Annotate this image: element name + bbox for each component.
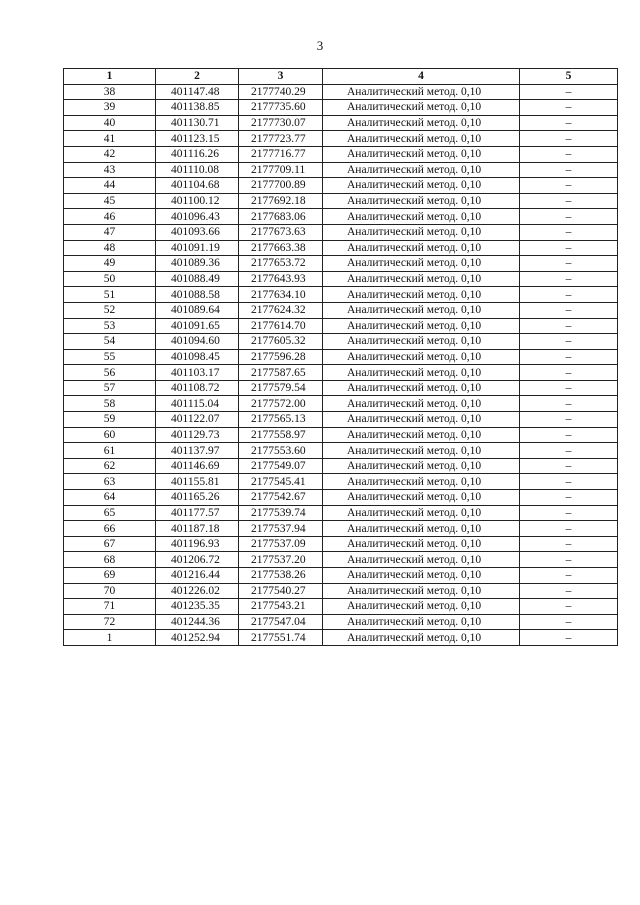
method-cell: Аналитический метод. 0,10 (323, 271, 520, 287)
y-coordinate-cell: 2177537.94 (239, 521, 323, 537)
point-number-cell: 58 (64, 396, 156, 412)
x-coordinate-cell: 401129.73 (156, 427, 239, 443)
y-coordinate-cell: 2177653.72 (239, 256, 323, 272)
point-number-cell: 61 (64, 443, 156, 459)
point-number-cell: 51 (64, 287, 156, 303)
x-coordinate-cell: 401187.18 (156, 521, 239, 537)
x-coordinate-cell: 401088.58 (156, 287, 239, 303)
point-number-cell: 46 (64, 209, 156, 225)
method-cell: Аналитический метод. 0,10 (323, 458, 520, 474)
point-number-cell: 43 (64, 162, 156, 178)
header-col-4: 4 (323, 69, 520, 85)
x-coordinate-cell: 401244.36 (156, 614, 239, 630)
method-cell: Аналитический метод. 0,10 (323, 568, 520, 584)
x-coordinate-cell: 401115.04 (156, 396, 239, 412)
note-cell: – (520, 490, 618, 506)
table-row (64, 458, 618, 474)
point-number-cell: 60 (64, 427, 156, 443)
point-number-cell: 62 (64, 458, 156, 474)
note-cell: – (520, 427, 618, 443)
header-col-5: 5 (520, 69, 618, 85)
table-row (64, 302, 618, 318)
table-row (64, 240, 618, 256)
x-coordinate-cell: 401138.85 (156, 100, 239, 116)
x-coordinate-cell: 401094.60 (156, 334, 239, 350)
point-number-cell: 44 (64, 178, 156, 194)
note-cell: – (520, 443, 618, 459)
header-col-3: 3 (239, 69, 323, 85)
method-cell: Аналитический метод. 0,10 (323, 521, 520, 537)
table-row (64, 427, 618, 443)
point-number-cell: 49 (64, 256, 156, 272)
y-coordinate-cell: 2177549.07 (239, 458, 323, 474)
y-coordinate-cell: 2177634.10 (239, 287, 323, 303)
method-cell: Аналитический метод. 0,10 (323, 84, 520, 100)
y-coordinate-cell: 2177716.77 (239, 146, 323, 162)
x-coordinate-cell: 401104.68 (156, 178, 239, 194)
method-cell: Аналитический метод. 0,10 (323, 131, 520, 147)
x-coordinate-cell: 401216.44 (156, 568, 239, 584)
x-coordinate-cell: 401122.07 (156, 412, 239, 428)
x-coordinate-cell: 401226.02 (156, 583, 239, 599)
table-row (64, 599, 618, 615)
y-coordinate-cell: 2177673.63 (239, 224, 323, 240)
table-body (64, 84, 618, 645)
table-row (64, 412, 618, 428)
point-number-cell: 63 (64, 474, 156, 490)
y-coordinate-cell: 2177735.60 (239, 100, 323, 116)
table-row (64, 380, 618, 396)
x-coordinate-cell: 401093.66 (156, 224, 239, 240)
note-cell: – (520, 240, 618, 256)
point-number-cell: 52 (64, 302, 156, 318)
note-cell: – (520, 474, 618, 490)
table-row (64, 614, 618, 630)
method-cell: Аналитический метод. 0,10 (323, 614, 520, 630)
method-cell: Аналитический метод. 0,10 (323, 599, 520, 615)
point-number-cell: 54 (64, 334, 156, 350)
y-coordinate-cell: 2177545.41 (239, 474, 323, 490)
method-cell: Аналитический метод. 0,10 (323, 115, 520, 131)
y-coordinate-cell: 2177709.11 (239, 162, 323, 178)
note-cell: – (520, 380, 618, 396)
header-col-2: 2 (156, 69, 239, 85)
point-number-cell: 41 (64, 131, 156, 147)
note-cell: – (520, 412, 618, 428)
table-row (64, 396, 618, 412)
note-cell: – (520, 396, 618, 412)
note-cell: – (520, 115, 618, 131)
table-header (64, 69, 618, 85)
method-cell: Аналитический метод. 0,10 (323, 256, 520, 272)
note-cell: – (520, 224, 618, 240)
x-coordinate-cell: 401123.15 (156, 131, 239, 147)
page-number: 3 (316, 38, 324, 53)
x-coordinate-cell: 401098.45 (156, 349, 239, 365)
table-row (64, 583, 618, 599)
x-coordinate-cell: 401155.81 (156, 474, 239, 490)
table-row (64, 287, 618, 303)
method-cell: Аналитический метод. 0,10 (323, 334, 520, 350)
header-row (64, 69, 618, 85)
note-cell: – (520, 287, 618, 303)
x-coordinate-cell: 401235.35 (156, 599, 239, 615)
method-cell: Аналитический метод. 0,10 (323, 146, 520, 162)
point-number-cell: 59 (64, 412, 156, 428)
note-cell: – (520, 271, 618, 287)
point-number-cell: 1 (64, 630, 156, 646)
y-coordinate-cell: 2177730.07 (239, 115, 323, 131)
table-row (64, 568, 618, 584)
point-number-cell: 68 (64, 552, 156, 568)
table-row (64, 349, 618, 365)
x-coordinate-cell: 401088.49 (156, 271, 239, 287)
table-row (64, 630, 618, 646)
note-cell: – (520, 84, 618, 100)
y-coordinate-cell: 2177543.21 (239, 599, 323, 615)
table-row (64, 131, 618, 147)
x-coordinate-cell: 401091.65 (156, 318, 239, 334)
point-number-cell: 55 (64, 349, 156, 365)
table-row (64, 334, 618, 350)
x-coordinate-cell: 401103.17 (156, 365, 239, 381)
method-cell: Аналитический метод. 0,10 (323, 427, 520, 443)
method-cell: Аналитический метод. 0,10 (323, 630, 520, 646)
table-row (64, 146, 618, 162)
method-cell: Аналитический метод. 0,10 (323, 318, 520, 334)
note-cell: – (520, 568, 618, 584)
header-col-1: 1 (64, 69, 156, 85)
y-coordinate-cell: 2177723.77 (239, 131, 323, 147)
table-row (64, 505, 618, 521)
x-coordinate-cell: 401116.26 (156, 146, 239, 162)
method-cell: Аналитический метод. 0,10 (323, 365, 520, 381)
y-coordinate-cell: 2177605.32 (239, 334, 323, 350)
note-cell: – (520, 536, 618, 552)
table-row (64, 178, 618, 194)
table-row (64, 256, 618, 272)
point-number-cell: 50 (64, 271, 156, 287)
method-cell: Аналитический метод. 0,10 (323, 552, 520, 568)
table-row (64, 224, 618, 240)
x-coordinate-cell: 401252.94 (156, 630, 239, 646)
note-cell: – (520, 100, 618, 116)
note-cell: – (520, 318, 618, 334)
point-number-cell: 48 (64, 240, 156, 256)
note-cell: – (520, 209, 618, 225)
table-row (64, 536, 618, 552)
method-cell: Аналитический метод. 0,10 (323, 349, 520, 365)
y-coordinate-cell: 2177558.97 (239, 427, 323, 443)
point-number-cell: 39 (64, 100, 156, 116)
note-cell: – (520, 599, 618, 615)
point-number-cell: 45 (64, 193, 156, 209)
y-coordinate-cell: 2177700.89 (239, 178, 323, 194)
method-cell: Аналитический метод. 0,10 (323, 224, 520, 240)
note-cell: – (520, 334, 618, 350)
x-coordinate-cell: 401147.48 (156, 84, 239, 100)
y-coordinate-cell: 2177624.32 (239, 302, 323, 318)
y-coordinate-cell: 2177538.26 (239, 568, 323, 584)
point-number-cell: 56 (64, 365, 156, 381)
point-number-cell: 53 (64, 318, 156, 334)
x-coordinate-cell: 401177.57 (156, 505, 239, 521)
method-cell: Аналитический метод. 0,10 (323, 380, 520, 396)
point-number-cell: 66 (64, 521, 156, 537)
coordinates-table (63, 68, 618, 646)
y-coordinate-cell: 2177692.18 (239, 193, 323, 209)
note-cell: – (520, 614, 618, 630)
note-cell: – (520, 521, 618, 537)
method-cell: Аналитический метод. 0,10 (323, 209, 520, 225)
y-coordinate-cell: 2177579.54 (239, 380, 323, 396)
table-row (64, 193, 618, 209)
y-coordinate-cell: 2177540.27 (239, 583, 323, 599)
y-coordinate-cell: 2177587.65 (239, 365, 323, 381)
y-coordinate-cell: 2177572.00 (239, 396, 323, 412)
y-coordinate-cell: 2177542.67 (239, 490, 323, 506)
y-coordinate-cell: 2177663.38 (239, 240, 323, 256)
note-cell: – (520, 552, 618, 568)
method-cell: Аналитический метод. 0,10 (323, 490, 520, 506)
point-number-cell: 57 (64, 380, 156, 396)
table-row (64, 115, 618, 131)
y-coordinate-cell: 2177539.74 (239, 505, 323, 521)
point-number-cell: 70 (64, 583, 156, 599)
x-coordinate-cell: 401089.64 (156, 302, 239, 318)
table-row (64, 162, 618, 178)
y-coordinate-cell: 2177643.93 (239, 271, 323, 287)
method-cell: Аналитический метод. 0,10 (323, 474, 520, 490)
note-cell: – (520, 302, 618, 318)
point-number-cell: 47 (64, 224, 156, 240)
y-coordinate-cell: 2177683.06 (239, 209, 323, 225)
method-cell: Аналитический метод. 0,10 (323, 583, 520, 599)
table-row (64, 521, 618, 537)
table-row (64, 474, 618, 490)
point-number-cell: 64 (64, 490, 156, 506)
note-cell: – (520, 505, 618, 521)
table-row (64, 490, 618, 506)
note-cell: – (520, 131, 618, 147)
y-coordinate-cell: 2177565.13 (239, 412, 323, 428)
table-row (64, 271, 618, 287)
x-coordinate-cell: 401108.72 (156, 380, 239, 396)
method-cell: Аналитический метод. 0,10 (323, 536, 520, 552)
table-row (64, 365, 618, 381)
method-cell: Аналитический метод. 0,10 (323, 162, 520, 178)
x-coordinate-cell: 401196.93 (156, 536, 239, 552)
point-number-cell: 65 (64, 505, 156, 521)
y-coordinate-cell: 2177537.20 (239, 552, 323, 568)
y-coordinate-cell: 2177596.28 (239, 349, 323, 365)
table-row (64, 209, 618, 225)
note-cell: – (520, 458, 618, 474)
note-cell: – (520, 365, 618, 381)
table-row (64, 443, 618, 459)
method-cell: Аналитический метод. 0,10 (323, 100, 520, 116)
y-coordinate-cell: 2177537.09 (239, 536, 323, 552)
method-cell: Аналитический метод. 0,10 (323, 396, 520, 412)
method-cell: Аналитический метод. 0,10 (323, 412, 520, 428)
x-coordinate-cell: 401206.72 (156, 552, 239, 568)
x-coordinate-cell: 401137.97 (156, 443, 239, 459)
x-coordinate-cell: 401091.19 (156, 240, 239, 256)
method-cell: Аналитический метод. 0,10 (323, 240, 520, 256)
note-cell: – (520, 583, 618, 599)
table-row (64, 100, 618, 116)
y-coordinate-cell: 2177551.74 (239, 630, 323, 646)
point-number-cell: 69 (64, 568, 156, 584)
x-coordinate-cell: 401165.26 (156, 490, 239, 506)
method-cell: Аналитический метод. 0,10 (323, 302, 520, 318)
x-coordinate-cell: 401146.69 (156, 458, 239, 474)
x-coordinate-cell: 401110.08 (156, 162, 239, 178)
x-coordinate-cell: 401100.12 (156, 193, 239, 209)
method-cell: Аналитический метод. 0,10 (323, 287, 520, 303)
point-number-cell: 38 (64, 84, 156, 100)
note-cell: – (520, 256, 618, 272)
y-coordinate-cell: 2177614.70 (239, 318, 323, 334)
point-number-cell: 72 (64, 614, 156, 630)
point-number-cell: 40 (64, 115, 156, 131)
point-number-cell: 71 (64, 599, 156, 615)
note-cell: – (520, 178, 618, 194)
method-cell: Аналитический метод. 0,10 (323, 178, 520, 194)
note-cell: – (520, 630, 618, 646)
y-coordinate-cell: 2177740.29 (239, 84, 323, 100)
y-coordinate-cell: 2177553.60 (239, 443, 323, 459)
method-cell: Аналитический метод. 0,10 (323, 505, 520, 521)
point-number-cell: 67 (64, 536, 156, 552)
note-cell: – (520, 146, 618, 162)
y-coordinate-cell: 2177547.04 (239, 614, 323, 630)
note-cell: – (520, 349, 618, 365)
table-row (64, 84, 618, 100)
point-number-cell: 42 (64, 146, 156, 162)
table-row (64, 552, 618, 568)
note-cell: – (520, 162, 618, 178)
method-cell: Аналитический метод. 0,10 (323, 443, 520, 459)
table-row (64, 318, 618, 334)
x-coordinate-cell: 401089.36 (156, 256, 239, 272)
x-coordinate-cell: 401130.71 (156, 115, 239, 131)
x-coordinate-cell: 401096.43 (156, 209, 239, 225)
method-cell: Аналитический метод. 0,10 (323, 193, 520, 209)
note-cell: – (520, 193, 618, 209)
